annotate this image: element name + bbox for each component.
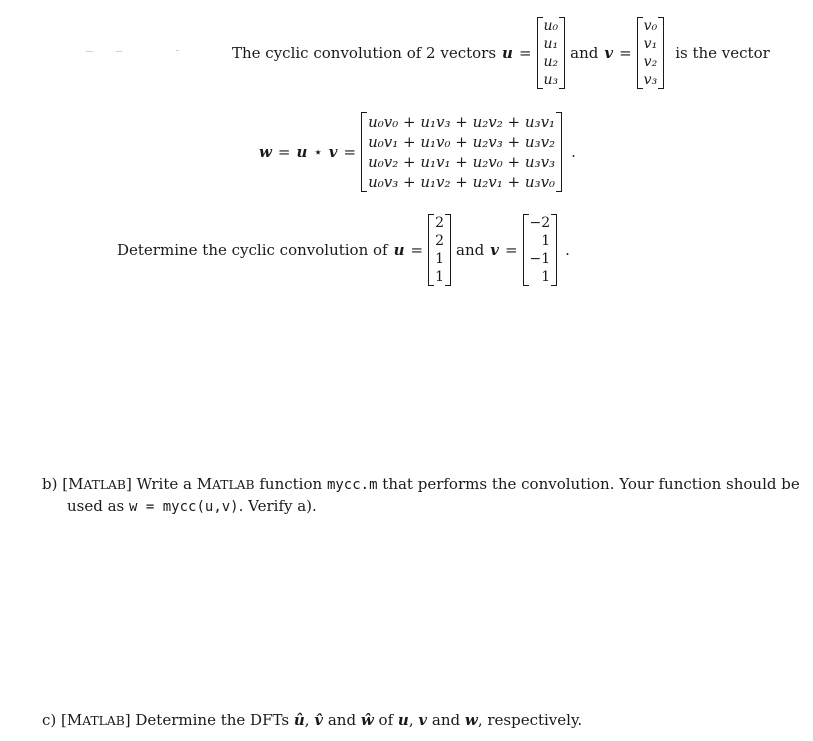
v-symbol: v: [328, 143, 338, 161]
matlab-tag-rest: ATLAB: [82, 714, 125, 728]
task-c: [42, 710, 582, 732]
v-numeric-vector: [523, 214, 558, 286]
matlab-tag-close: ]: [124, 711, 131, 729]
u-entry: u₀: [543, 18, 559, 34]
convolution-definition: [259, 110, 576, 194]
equals-sign: =: [518, 44, 532, 62]
usage-code: w = mycc(u,v): [129, 499, 239, 515]
task-b-line-1: [42, 474, 800, 496]
v-symbol: v: [604, 44, 614, 62]
task-b-label: b): [42, 475, 58, 493]
matlab-name-rest: ATLAB: [212, 478, 255, 492]
and-text: and: [456, 241, 485, 259]
u-symbol: u: [502, 44, 513, 62]
v-value: −2: [529, 215, 551, 231]
task-c-text: and: [431, 711, 461, 729]
v-symbol: v: [490, 241, 499, 259]
scan-mark: [116, 51, 122, 52]
v-vector: [637, 17, 665, 89]
task-b-text: used as: [67, 497, 125, 515]
matlab-tag-initial: M: [66, 711, 83, 729]
u-numeric-vector: [428, 214, 451, 286]
task-a-lead-text: Determine the cyclic convolution of: [117, 241, 388, 259]
v-value: 1: [541, 233, 551, 249]
formula-row: u₀v₁ + u₁v₀ + u₂v₃ + u₃v₂: [368, 133, 556, 151]
task-c-label: c): [42, 711, 57, 729]
formula-row: u₀v₃ + u₁v₂ + u₂v₁ + u₃v₀: [368, 173, 556, 191]
scan-mark: [86, 51, 93, 52]
equals-sign: =: [619, 44, 632, 62]
matlab-tag-open: [: [61, 711, 67, 729]
comma: ,: [408, 711, 414, 729]
intro-lead-text: The cyclic convolution of 2 vectors: [232, 44, 497, 62]
u-value: 1: [435, 269, 445, 285]
v-entry: v₁: [643, 36, 658, 52]
v-value: −1: [529, 251, 551, 267]
task-c-text: Determine the DFTs: [135, 711, 290, 729]
task-c-text: of: [378, 711, 394, 729]
w-hat-symbol: ŵ: [360, 711, 374, 729]
matlab-tag-close: ]: [125, 475, 132, 493]
task-c-text: and: [327, 711, 357, 729]
matlab-tag-open: [: [62, 475, 69, 493]
v-entry: v₃: [643, 72, 658, 88]
period: .: [565, 241, 570, 259]
and-text: and: [570, 44, 599, 62]
equals-sign: =: [504, 241, 518, 259]
u-hat-symbol: û: [293, 711, 305, 729]
u-symbol: u: [397, 711, 409, 729]
formula-row: u₀v₀ + u₁v₃ + u₂v₂ + u₃v₁: [368, 113, 556, 131]
task-b-text: that performs the convolution. Your function should be: [382, 475, 800, 493]
formula-row: u₀v₂ + u₁v₁ + u₂v₀ + u₃v₃: [368, 153, 556, 171]
u-vector: [537, 17, 566, 89]
filename-code: mycc.m: [326, 477, 378, 493]
intro-tail-text: is the vector: [675, 44, 770, 62]
intro-line: [232, 12, 770, 94]
matlab-tag-initial: M: [68, 475, 84, 493]
task-c-text: , respectively.: [477, 711, 583, 729]
u-value: 2: [435, 215, 445, 231]
u-entry: u₂: [543, 54, 559, 70]
task-b: [42, 474, 800, 518]
equals-sign: =: [410, 241, 424, 259]
u-symbol: u: [296, 143, 308, 161]
v-entry: v₀: [643, 18, 658, 34]
u-value: 1: [435, 251, 445, 267]
equals-sign: =: [343, 143, 357, 161]
w-symbol: w: [259, 143, 272, 161]
equals-sign: =: [277, 143, 291, 161]
u-entry: u₁: [543, 36, 559, 52]
v-value: 1: [541, 269, 551, 285]
u-value: 2: [435, 233, 445, 249]
w-symbol: w: [464, 711, 478, 729]
task-a-line: [117, 210, 570, 290]
star-operator: ⋆: [313, 143, 323, 161]
u-entry: u₃: [543, 72, 559, 88]
u-symbol: u: [393, 241, 405, 259]
w-vector-formula: [361, 112, 562, 192]
v-entry: v₂: [643, 54, 658, 70]
task-b-text: Write a: [136, 475, 192, 493]
task-b-line-2: [42, 496, 800, 518]
period: .: [571, 143, 576, 161]
scan-mark: [176, 50, 179, 51]
matlab-tag-rest: ATLAB: [83, 478, 126, 492]
task-b-text: . Verify a).: [238, 497, 317, 515]
v-symbol: v: [418, 711, 428, 729]
v-hat-symbol: v̂: [314, 711, 324, 729]
comma: ,: [304, 711, 310, 729]
task-b-text: function: [259, 475, 323, 493]
matlab-name-initial: M: [196, 475, 213, 493]
